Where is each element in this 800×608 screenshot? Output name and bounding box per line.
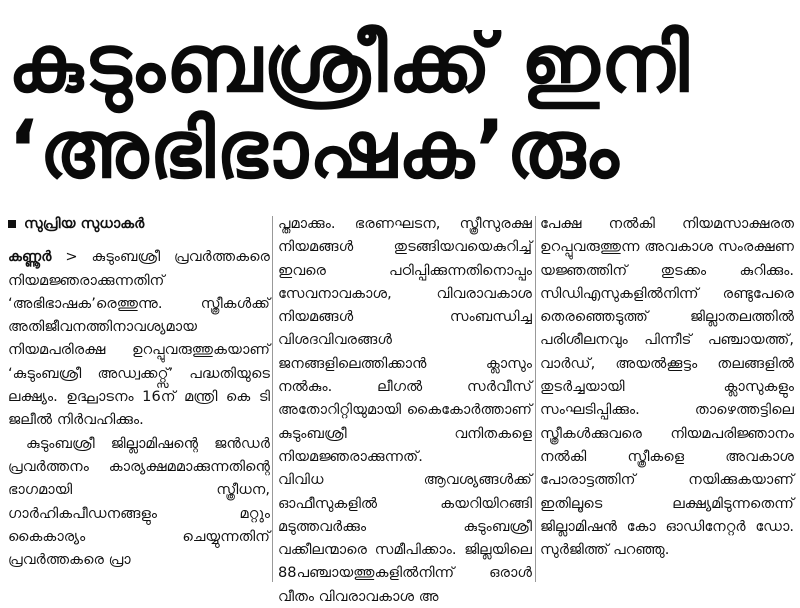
dateline: കണ്ണൂർ: [8, 248, 52, 266]
dateline-separator: >: [51, 248, 92, 266]
byline: [8, 212, 270, 235]
paragraph-2: കുടുംബശ്രീ ജില്ലാമിഷന്റെ ജൻഡർ പ്രവർത്തനം കാര്യക്ഷമമാക്കുന്നതിന്റെ ഭാഗമായി സ്ത്രീധന, ഗാർഹികപീഡനങ്ങളും മറ്റും കൈകാര്യം ചെയ്യുന്നതിന് പ്രവർത്തകരെ പ്രാ: [8, 434, 270, 569]
article-column-3: [540, 212, 794, 584]
column-divider-2: [535, 216, 536, 582]
headline-line-1: കുടുംബശ്രീക്ക് ഇനി: [8, 17, 690, 110]
byline-author: സുപ്രിയ സുധാകർ: [24, 215, 145, 232]
column-divider-1: [272, 216, 273, 582]
paragraph-1: [8, 245, 270, 431]
paragraph-3: പ്തമാക്കും. ഭരണഘടന, സ്ത്രീസുരക്ഷ നിയമങ്ങൾ തുടങ്ങിയവയെകുറിച്ച് ഇവരെ പഠിപ്പിക്കുന്നതിനൊപ്പം സേവനാവകാശ, വിവരാവകാശ നിയമങ്ങൾ സംബന്ധിച്ച വിശദവിവരങ്ങൾ ജനങ്ങളിലെത്തിക്കാൻ ക്ലാസും നൽകും. ലീഗൽ സർവീസ് അതോറിറ്റിയുമായി കൈകോർത്താണ് കുടുംബശ്രീ വനിതകളെ നിയമജ്ഞരാക്കുന്നത്.: [278, 215, 532, 465]
headline: [0, 0, 800, 200]
article-column-2: [278, 212, 532, 605]
bullet-icon: [8, 220, 16, 228]
article-body: [0, 212, 800, 605]
paragraph-1-text: കുടുംബശ്രീ പ്രവർത്തകരെ നിയമജ്ഞരാക്കുന്നതിന് ‘അഭിഭാഷക’രെത്തുന്നു. സ്ത്രീകൾക്ക് അതിജീവനത്തിനാവശ്യമായ നിയമപരിരക്ഷ ഉറപ്പുവരുത്തുകയാണ് ‘കുടുംബശ്രീ അഡ്വക്കറ്റ്സ്’ പദ്ധതിയുടെ ലക്ഷ്യം. ഉദ്ഘാടനം 16ന് മന്ത്രി കെ ടി ജലീൽ നിർവഹിക്കും.: [8, 248, 270, 429]
paragraph-5: പേക്ഷ നൽകി നിയമസാക്ഷരത ഉറപ്പുവരുത്തുന്ന അവകാശ സംരക്ഷണ യജ്ഞത്തിന് തുടക്കം കുറിക്കും. സിഡിഎസുകളിൽനിന്ന് രണ്ടുപേരെ തെരഞ്ഞെടുത്ത് ജില്ലാതലത്തിൽ പരിശീലനവും പിന്നീട് പഞ്ചായത്ത്, വാർഡ്, അയൽക്കൂട്ടം തലങ്ങളിൽ തുടർച്ചയായി ക്ലാസുകളും സംഘടിപ്പിക്കും. താഴെത്തട്ടിലെ സ്ത്രീകൾക്കുവരെ നിയമപരിജ്ഞാനം നൽകി സ്ത്രീകളെ അവകാശ പോരാട്ടത്തിന് നയിക്കുകയാണ് ഇതിലൂടെ ലക്ഷ്യമിടുന്നതെന്ന് ജില്ലാമിഷൻ കോ ഓഡിനേറ്റർ ഡോ. സുർജിത്ത് പറഞ്ഞു.: [540, 215, 794, 559]
article-column-1: [8, 212, 270, 584]
paragraph-4: വിവിധ ആവശ്യങ്ങൾക്ക് ഓഫീസുകളിൽ കയറിയിറങ്ങി മടുത്തവർക്കും കുടുംബശ്രീ വക്കീലന്മാരെ സമീപിക്കാം. ജില്ലയിലെ 88പഞ്ചായത്തുകളിൽനിന്ന് ഒരാൾ വീതം വിവരാവകാശ അ: [278, 471, 532, 605]
headline-line-2: ‘അഭിഭാഷക’രും: [8, 103, 620, 196]
